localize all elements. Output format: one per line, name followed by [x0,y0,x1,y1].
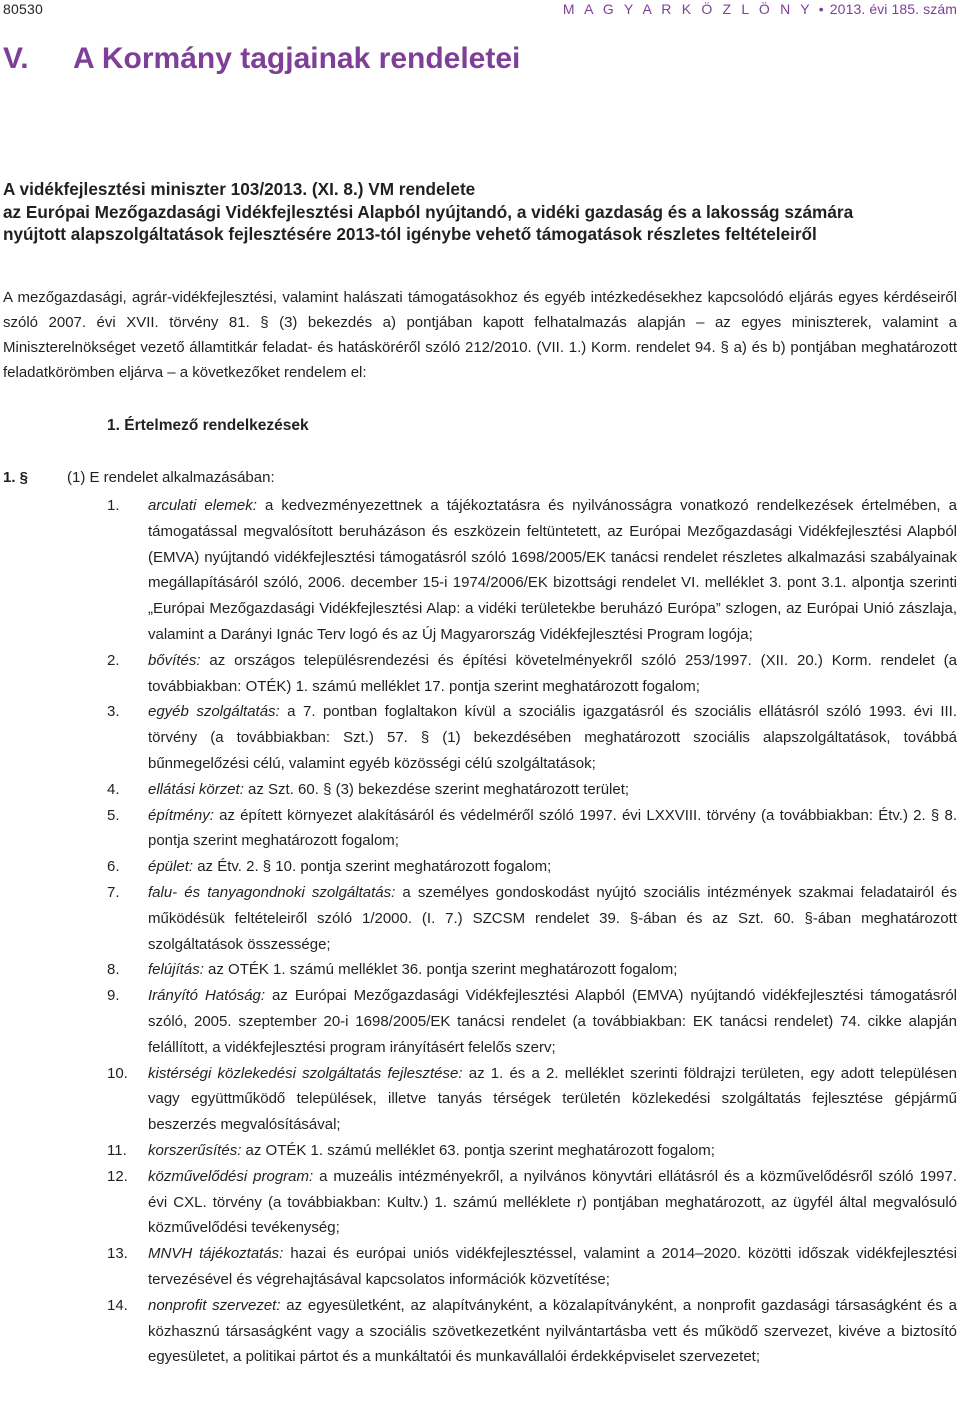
definition-number: 7. [107,883,120,901]
definition-term: épület: [148,858,194,876]
definition-text: az Európai Mezőgazdasági Vidékfejlesztési Alapból (EMVA) nyújtandó vidékfejlesztési támogatásról szóló, 2005. szeptember 20-i 1698/2005/EK tanácsi rendelet (a továbbiakban: EK tanácsi rendelet) 74. cikke alapján felállított, a vidékfejlesztési program irányításért felelős szerv; [148,987,957,1056]
definition-text: a 7. pontban foglaltakon kívül a szociális igazgatásról és szociális ellátásról szóló 1993. évi III. törvény (a továbbiakban: Szt.) 57. § (1) bekezdésében meghatározott szociális alapszolgáltatások, továbbá bűnmegelőzési célú, valamint egyéb közösségi célú szolgáltatások; [148,703,957,772]
paragraph-1 [3,465,275,490]
chapter-title: 1. Értelmező rendelkezések [107,417,309,434]
definition-item [3,648,957,700]
definition-number: 5. [107,806,120,824]
definition-term: arculati elemek: [148,497,257,514]
definition-number: 6. [107,858,120,876]
definition-text: hazai és európai uniós vidékfejlesztéssel, valamint a 2014–2020. közötti időszak vidékfejlesztési tervezésével és végrehajtásával kapcsolatos információk közvetítése; [148,1245,958,1288]
definition-item [3,803,957,855]
definition-text: az épített környezet alakításáról és védelméről szóló 1997. évi LXXVIII. törvény (a továbbiakban: Étv.) 2. § 8. pontja szerint meghatározott fogalom; [148,806,957,850]
definition-text: az 1. és a 2. melléklet szerinti földrajzi területen, egy adott településen vagy együttműködő települések, illetve tanyás térségek területén közlekedési szolgáltatás fejlesztése gépjármű beszerzés megvalósításával; [148,1064,958,1134]
section-number: V. [3,42,29,75]
definition-text: az egyesületként, az alapítványként, a közalapítványként, a nonprofit gazdasági társaságként és a közhasznú társaságként vagy a szociális szövetkezetként nyilvántartásba vett és működő szervezet, kivéve a biztosító egyesületet, a politikai pártot és a munkáltatói és munkavállalói érdekképviselet szervezetet; [148,1296,957,1366]
definition-term: korszerűsítés: [148,1141,242,1159]
header-bullet: • [818,1,824,17]
definition-text: az Étv. 2. § 10. pontja szerint meghatározott fogalom; [193,858,552,876]
definitions-list [3,493,957,1370]
definition-body [148,1241,957,1293]
definition-term: MNVH tájékoztatás: [148,1245,284,1263]
definition-term: Irányító Hatóság: [148,987,266,1005]
page-header [3,0,957,20]
definition-item [3,1138,957,1164]
journal-name: M A G Y A R K Ö Z L Ö N Y [562,1,813,17]
definition-item [3,854,957,880]
decree-heading-line-1: A vidékfejlesztési miniszter 103/2013. (XI. 8.) VM rendelete [3,179,476,199]
definition-body [148,493,957,648]
definition-item [3,1061,957,1138]
definition-item [3,957,957,983]
definition-text: a kedvezményezettnek a tájékoztatásra és nyilvánosságra vonatkozó rendelkezések értelmében, a támogatással megvalósított beruházáson és eszközein feltüntetett, az Európai Mezőgazdasági Vidékfejlesztési Alapból (EMVA) nyújtandó vidékfejlesztési támogatásról szóló 1698/2005/EK tanácsi rendelet részletes alkalmazási szabályainak megállapításáról szóló, 2006. december 15-i 1974/2006/EK bizottsági rendelet VI. melléklet 3. pont 3.1. alpontja szerinti „Európai Mezőgazdasági Vidékfejlesztési Alap: a vidéki területekbe beruházó Európa” szlogen, az Európai Unió zászlaja, valamint a Darányi Ignác Terv logó és az Új Magyarország Vidékfejlesztési Program logója; [148,497,957,643]
definition-term: egyéb szolgáltatás: [148,703,280,721]
definition-text: az OTÉK 1. számú melléklet 63. pontja szerint meghatározott fogalom; [241,1141,715,1159]
page-number: 80530 [3,1,43,17]
paragraph-text: (1) E rendelet alkalmazásában: [67,469,275,486]
definition-item [3,983,957,1060]
section-title [3,41,520,77]
definition-number: 12. [107,1167,128,1185]
definition-number: 11. [107,1141,127,1159]
definition-body [148,1061,957,1138]
definition-number: 1. [107,497,120,514]
preamble: A mezőgazdasági, agrár-vidékfejlesztési, valamint halászati támogatásokhoz és egyéb intézkedésekhez kapcsolódó eljárás egyes kérdéseiről szóló 2007. évi XVII. törvény 81. § (3) bekezdés a) pontjában kapott felhatalmazás alapján – az egyes miniszterek, valamint a Miniszterelnökséget vezető államtitkár feladat- és hatásköréről szóló 212/2010. (VII. 1.) Korm. rendelet 94. § a) és b) pontjában meghatározott feladatkörömben eljárva – a következőket rendelem el: [3,289,957,381]
definition-item [3,1241,957,1293]
definition-text: az országos településrendezési és építési követelményekről szóló 253/1997. (XII. 20.) Korm. rendelet (a továbbiakban: OTÉK) 1. számú melléklet 17. pontja szerint meghatározott fogalom; [148,651,957,695]
definition-term: bővítés: [148,651,201,669]
definition-number: 10. [107,1064,128,1082]
definition-item [3,699,957,776]
definition-term: falu- és tanyagondnoki szolgáltatás: [148,883,396,901]
definition-body [148,1293,957,1370]
definition-body [148,699,957,776]
definition-item [3,1164,957,1241]
definition-body [148,983,957,1060]
definition-number: 9. [107,987,120,1005]
issue-number: 2013. évi 185. szám [829,1,957,17]
definition-text: a muzeális intézményekről, a nyilvános könyvtári ellátásról és a közművelődésről szóló 1997. évi CXL. törvény (a továbbiakban: Kultv.) 1. számú melléklete r) pontjában meghatározott, az ügyfél által megvalósuló közművelődési tevékenység; [148,1167,957,1237]
paragraph-number: 1. § [3,469,29,486]
decree-heading [3,178,957,246]
definition-body [148,957,957,983]
definition-text: az OTÉK 1. számú melléklet 36. pontja szerint meghatározott fogalom; [203,961,678,979]
definition-number: 13. [107,1245,128,1263]
definition-term: felújítás: [148,961,204,979]
journal-issue-line [563,0,957,18]
definition-number: 2. [107,651,120,669]
definition-term: kistérségi közlekedési szolgáltatás fejlesztése: [148,1064,463,1082]
definition-number: 8. [107,961,120,979]
definition-term: építmény: [148,806,214,824]
definition-text: a személyes gondoskodást nyújtó szociális intézmények szakmai feladatairól és működésük feltételeiről szóló 1/2000. (I. 7.) SZCSM rendelet 39. §-ában és az Szt. 60. §-ában meghatározott szolgáltatások összessége; [148,883,957,953]
definition-number: 4. [107,780,120,798]
definition-body [148,854,957,880]
definition-term: nonprofit szervezet: [148,1296,281,1314]
definition-body [148,803,957,855]
definition-number: 3. [107,703,120,721]
definition-item [3,880,957,957]
definition-body [148,777,957,803]
definition-item [3,777,957,803]
definition-item [3,1293,957,1370]
definition-body [148,1164,957,1241]
definition-body [148,648,957,700]
definition-item [3,493,957,648]
section-title-text: A Kormány tagjainak rendeletei [73,42,521,75]
decree-heading-line-3: nyújtott alapszolgáltatások fejlesztésére 2013-tól igénybe vehető támogatások részletes feltételeiről [3,224,817,244]
definition-term: ellátási körzet: [148,780,244,798]
definition-number: 14. [107,1296,128,1314]
definition-text: az Szt. 60. § (3) bekezdése szerint meghatározott terület; [243,780,630,798]
definition-body [148,1138,957,1164]
definition-term: közművelődési program: [148,1167,314,1185]
decree-heading-line-2: az Európai Mezőgazdasági Vidékfejlesztési Alapból nyújtandó, a vidéki gazdaság és a lakosság számára [3,201,854,222]
definition-body [148,880,957,957]
